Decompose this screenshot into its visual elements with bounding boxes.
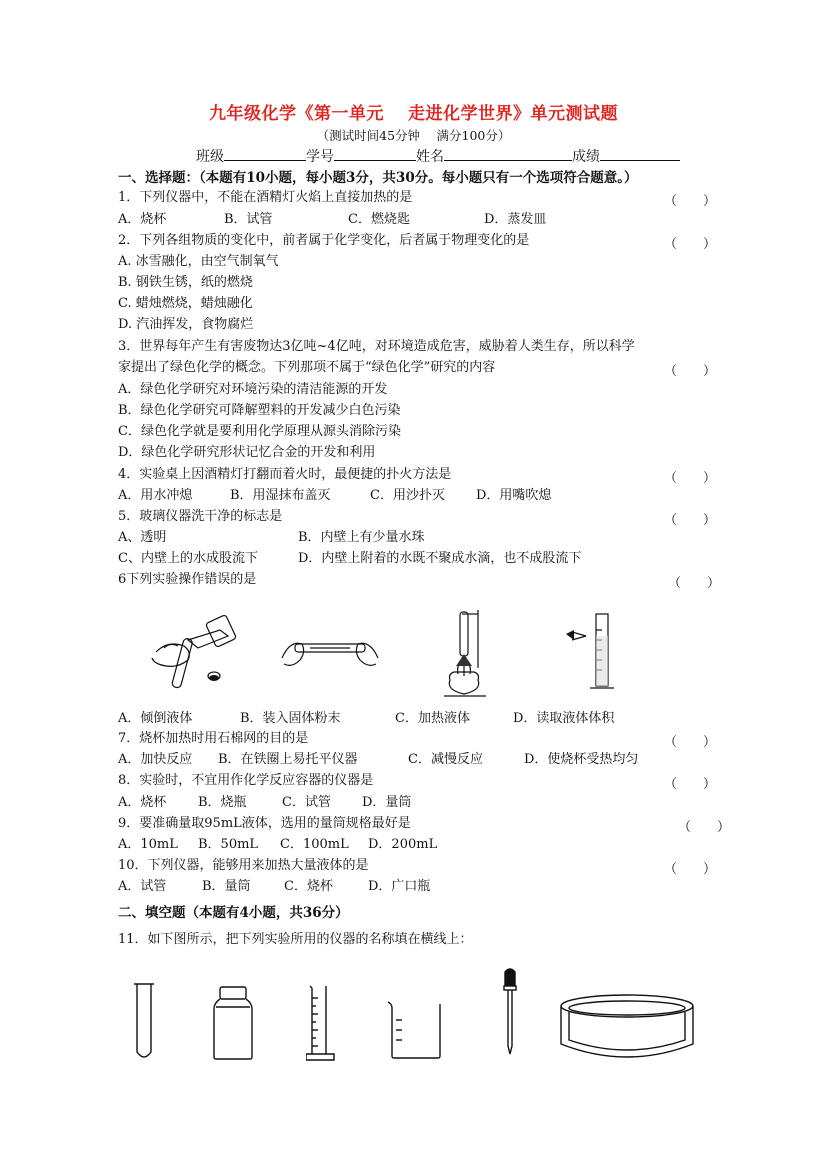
q4-answer-paren[interactable]: （ ） <box>664 471 717 486</box>
q1-option-b: B．试管 <box>224 212 273 227</box>
q9-stem: 9．要准确量取95mL液体，选用的量筒规格最好是 <box>118 816 411 831</box>
q8-options <box>118 795 411 811</box>
q5-stem: 5．玻璃仪器洗干净的标志是 <box>118 509 283 524</box>
q9-option-b: B．50mL <box>198 837 259 852</box>
q7-answer-paren[interactable]: （ ） <box>664 735 717 750</box>
q5-answer-paren[interactable]: （ ） <box>664 513 717 528</box>
q9-options <box>118 837 437 853</box>
section1-heading: 一、选择题：（本题有10小题，每小题3分，共30分。每小题只有一个选项符合题意。） <box>118 170 638 186</box>
q9-option-c: C．100mL <box>280 837 349 852</box>
q2-answer-paren[interactable]: （ ） <box>664 237 717 252</box>
name-blank[interactable] <box>444 146 572 161</box>
wide-mouth-bottle-icon <box>210 985 256 1061</box>
number-blank[interactable] <box>334 146 416 161</box>
page-title: 九年级化学《第一单元 走进化学世界》单元测试题 <box>209 104 618 124</box>
q7-option-b: B．在铁圈上易托平仪器 <box>218 752 358 767</box>
q10-option-c: C．烧杯 <box>284 879 333 894</box>
graduated-cylinder-icon <box>306 984 336 1064</box>
score-blank[interactable] <box>600 146 680 161</box>
q7-stem: 7．烧杯加热时用石棉网的目的是 <box>118 731 309 746</box>
q1-stem: 1．下列仪器中，不能在酒精灯火焰上直接加热的是 <box>118 190 413 205</box>
q1-option-d: D．蒸发皿 <box>484 212 547 227</box>
q6-option-a: A．倾倒液体 <box>118 711 193 726</box>
q5-options-row1 <box>118 530 425 546</box>
q5-option-a: A、透明 <box>118 530 167 545</box>
q4-option-b: B．用湿抹布盖灭 <box>230 488 331 503</box>
q10-option-d: D．广口瓶 <box>368 879 431 894</box>
q5-option-b: B．内壁上有少量水珠 <box>298 530 425 545</box>
q1-options <box>118 212 546 228</box>
q7-option-d: D．使烧杯受热均匀 <box>524 752 639 767</box>
q8-option-c: C．试管 <box>282 795 331 810</box>
q8-option-b: B．烧瓶 <box>198 795 247 810</box>
q6-option-d: D．读取液体体积 <box>513 711 615 726</box>
q3-stem-line1: 3．世界每年产生有害废物达3亿吨~4亿吨，对环境造成危害，威胁着人类生存，所以科学 <box>118 339 635 354</box>
q6-option-c: C．加热液体 <box>395 711 470 726</box>
q8-stem: 8．实验时，不宜用作化学反应容器的仪器是 <box>118 773 374 788</box>
heating-liquid-figure <box>438 608 498 700</box>
q9-option-d: D．200mL <box>368 837 438 852</box>
q1-option-a: A．烧杯 <box>118 212 167 227</box>
adding-powder-figure <box>280 630 380 675</box>
q10-answer-paren[interactable]: （ ） <box>664 862 717 877</box>
q5-option-d: D．内壁上附着的水既不聚成水滴，也不成股流下 <box>298 551 582 566</box>
q2-stem: 2．下列各组物质的变化中，前者属于化学变化，后者属于物理变化的是 <box>118 233 530 248</box>
reading-volume-figure <box>560 610 630 692</box>
q5-options-row2 <box>118 551 581 567</box>
score-label: 成绩 <box>572 149 600 165</box>
q10-options <box>118 879 430 895</box>
q4-option-d: D．用嘴吹熄 <box>476 488 552 503</box>
name-label: 姓名 <box>416 149 444 165</box>
pouring-liquid-figure <box>148 610 248 690</box>
q3-option-c: C．绿色化学就是要利用化学原理从源头消除污染 <box>118 424 401 439</box>
q6-option-b: B．装入固体粉末 <box>240 711 341 726</box>
test-tube-icon <box>132 982 156 1064</box>
q4-stem: 4．实验桌上因酒精灯打翻而着火时，最便捷的扑火方法是 <box>118 467 452 482</box>
q3-option-b: B．绿色化学研究可降解塑料的开发减少白色污染 <box>118 403 401 418</box>
q1-option-c: C．燃烧匙 <box>348 212 410 227</box>
q4-option-c: C．用沙扑灭 <box>370 488 445 503</box>
q11-stem: 11．如下图所示，把下列实验所用的仪器的名称填在横线上： <box>118 932 473 947</box>
q10-option-a: A．试管 <box>118 879 167 894</box>
q6-options <box>118 711 614 727</box>
q4-options <box>118 488 551 504</box>
q3-stem-line2: 家提出了绿色化学的概念。下列那项不属于“绿色化学”研究的内容 <box>118 360 496 375</box>
q1-answer-paren[interactable]: （ ） <box>664 194 717 209</box>
beaker-icon <box>386 1000 446 1060</box>
q10-option-b: B．量筒 <box>202 879 251 894</box>
q9-answer-paren[interactable]: （ ） <box>678 820 731 835</box>
section2-heading: 二、填空题（本题有4小题，共36分） <box>118 905 349 921</box>
q2-option-a: A. 冰雪融化，由空气制氧气 <box>118 254 279 269</box>
q2-option-c: C. 蜡烛燃烧，蜡烛融化 <box>118 296 253 311</box>
number-label: 学号 <box>306 149 334 165</box>
q2-option-b: B. 钢铁生锈，纸的燃烧 <box>118 275 253 290</box>
q2-option-d: D. 汽油挥发，食物腐烂 <box>118 317 254 332</box>
q3-option-a: A．绿色化学研究对环境污染的清洁能源的开发 <box>118 382 388 397</box>
q7-option-a: A．加快反应 <box>118 752 193 767</box>
class-blank[interactable] <box>224 146 306 161</box>
dropper-icon <box>500 968 520 1056</box>
q8-option-d: D．量筒 <box>362 795 412 810</box>
q7-option-c: C．减慢反应 <box>408 752 483 767</box>
crystallizing-dish-icon <box>558 992 696 1062</box>
test-info: （测试时间45分钟 满分100分） <box>316 128 511 143</box>
q6-answer-paren[interactable]: （ ） <box>668 576 721 591</box>
q3-option-d: D．绿色化学研究形状记忆合金的开发和利用 <box>118 445 376 460</box>
class-label: 班级 <box>196 149 224 165</box>
q7-options <box>118 752 638 768</box>
q3-answer-paren[interactable]: （ ） <box>664 364 717 379</box>
student-info-line <box>196 146 680 166</box>
q10-stem: 10．下列仪器，能够用来加热大量液体的是 <box>118 858 369 873</box>
q4-option-a: A．用水冲熄 <box>118 488 193 503</box>
q6-stem: 6下列实验操作错误的是 <box>118 572 257 587</box>
q8-option-a: A．烧杯 <box>118 795 167 810</box>
q9-option-a: A．10mL <box>118 837 178 852</box>
q8-answer-paren[interactable]: （ ） <box>664 777 717 792</box>
q5-option-c: C、内壁上的水成股流下 <box>118 551 258 566</box>
